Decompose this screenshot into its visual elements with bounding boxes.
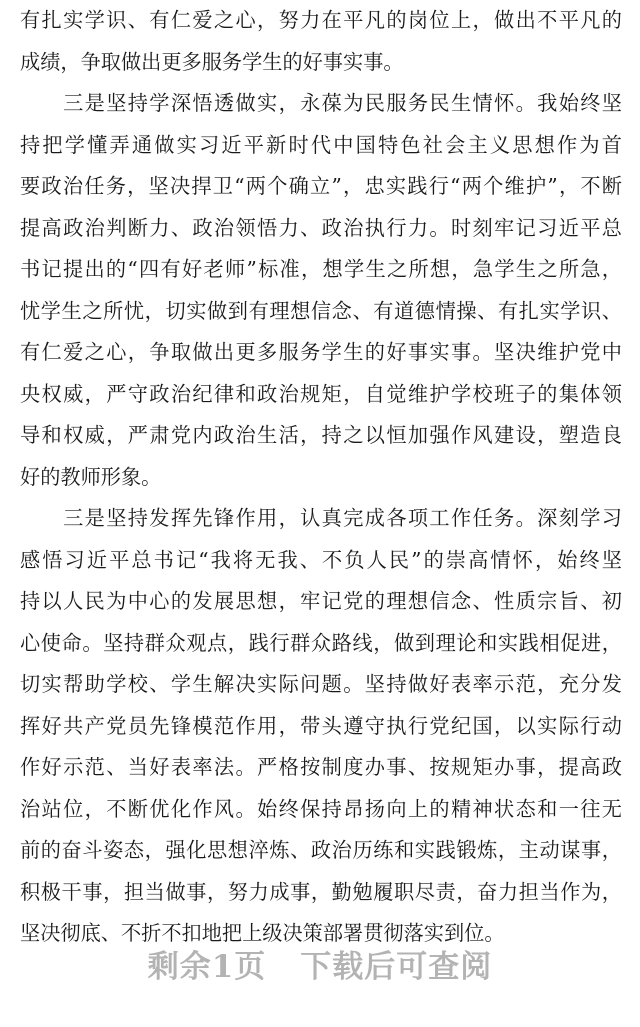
text-line: 忧学生之所忧，切实做到有理想信念、有道德情操、有扎实学识、 bbox=[20, 298, 622, 323]
text-line: 积极干事，担当做事，努力成事，勤勉履职尽责，奋力担当作为， bbox=[20, 879, 622, 904]
text-line: 央权威，严守政治纪律和政治规矩，自觉维护学校班子的集体领 bbox=[20, 381, 622, 406]
download-prompt[interactable] bbox=[0, 941, 640, 989]
text-line: 切实帮助学校、学生解决实际问题。坚持做好表率示范，充分发 bbox=[20, 672, 622, 696]
text-line: 书记提出的“四有好老师”标准，想学生之所想，急学生之所急， bbox=[20, 257, 622, 281]
text-line: 成绩，争取做出更多服务学生的好事实事。 bbox=[20, 49, 404, 74]
text-line: 作好示范、当好表率法。严格按制度办事、按规矩办事，提高政 bbox=[20, 755, 622, 779]
text-line: 要政治任务，坚决捍卫“两个确立”，忠实践行“两个维护”，不断 bbox=[20, 174, 622, 198]
download-to-view-label[interactable]: 下载后可查阅 bbox=[300, 949, 493, 985]
remaining-pages-label: 剩余1页 bbox=[147, 949, 267, 985]
text-line: 提高政治判断力、政治领悟力、政治执行力。时刻牢记习近平总 bbox=[20, 215, 622, 240]
text-line: 好的教师形象。 bbox=[20, 464, 162, 489]
text-line: 导和权威，严肃党内政治生活，持之以恒加强作风建设，塑造良 bbox=[20, 423, 622, 447]
text-line: 坚决彻底、不折不扣地把上级决策部署贯彻落实到位。 bbox=[20, 921, 505, 945]
text-line: 有仁爱之心，争取做出更多服务学生的好事实事。坚决维护党中 bbox=[20, 340, 622, 364]
text-line: 三是坚持发挥先锋作用，认真完成各项工作任务。深刻学习 bbox=[20, 506, 622, 530]
text-line: 前的奋斗姿态，强化思想淬炼、政治历练和实践锻炼，主动谋事， bbox=[20, 838, 622, 862]
text-line: 三是坚持学深悟透做实，永葆为民服务民生情怀。我始终坚 bbox=[20, 91, 622, 115]
text-line: 持把学懂弄通做实习近平新时代中国特色社会主义思想作为首 bbox=[20, 132, 622, 157]
text-line: 挥好共产党员先锋模范作用，带头遵守执行党纪国，以实际行动 bbox=[20, 713, 622, 738]
text-line: 感悟习近平总书记“我将无我、不负人民”的崇高情怀，始终坚 bbox=[20, 547, 622, 572]
text-line: 持以人民为中心的发展思想，牢记党的理想信念、性质宗旨、初 bbox=[20, 589, 622, 613]
document-body bbox=[20, 0, 622, 955]
text-line: 治站位，不断优化作风。始终保持昂扬向上的精神状态和一往无 bbox=[20, 796, 622, 821]
text-line: 心使命。坚持群众观点，践行群众路线，做到理论和实践相促进， bbox=[20, 630, 622, 655]
text-line: 有扎实学识、有仁爱之心，努力在平凡的岗位上，做出不平凡的 bbox=[20, 8, 622, 32]
